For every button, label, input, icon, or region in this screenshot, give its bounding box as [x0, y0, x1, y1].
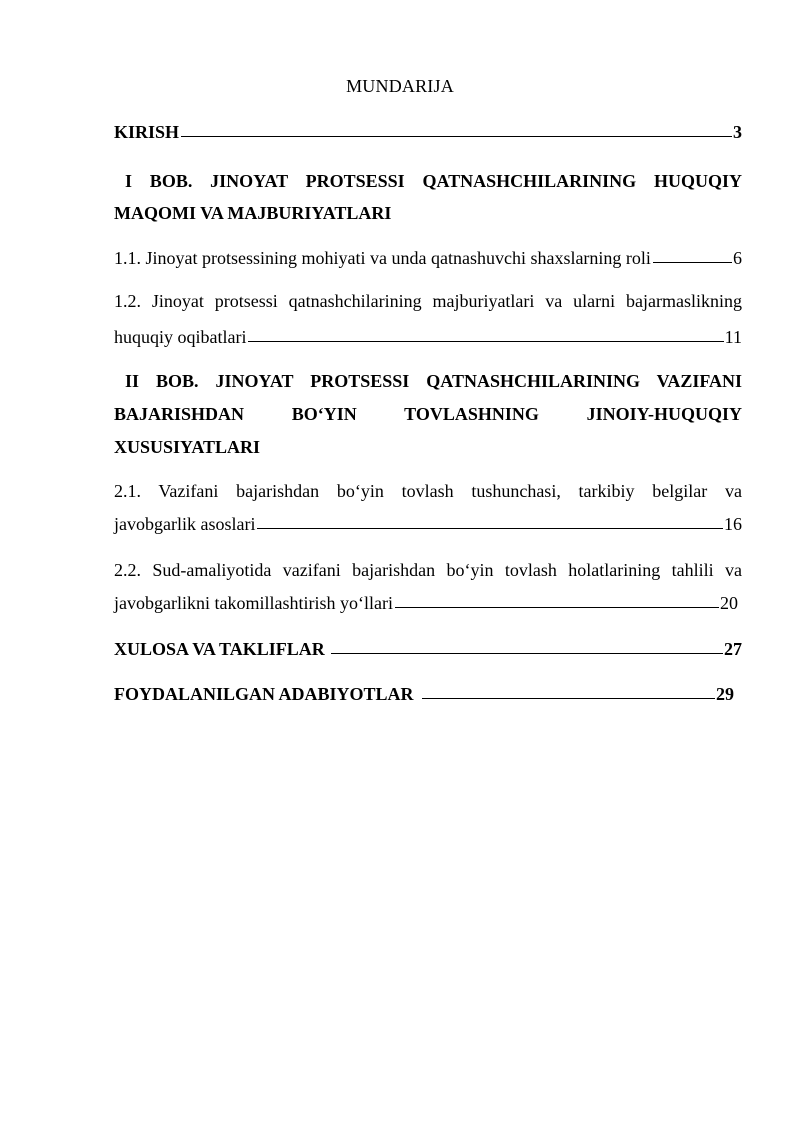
- chapter-heading-2-cont: [114, 397, 742, 431]
- toc-entry-text: 1.2. Jinoyat protsessi qatnashchilarining majburiyatlari va ularni bajarmaslikning: [114, 291, 742, 311]
- chapter-heading-line: MAQOMI VA MAJBURIYATLARI: [114, 203, 392, 223]
- chapter-heading-line: XUSUSIYATLARI: [114, 437, 261, 457]
- toc-entry-label: javobgarlik asoslari: [114, 514, 256, 534]
- toc-page-number: 29: [716, 684, 734, 704]
- leader-line: [248, 341, 723, 342]
- leader-line: [331, 653, 723, 654]
- page-title: MUNDARIJA: [346, 76, 454, 96]
- toc-page-number: 20: [720, 593, 738, 613]
- toc-entry-label: 1.1. Jinoyat protsessining mohiyati va unda qatnashuvchi shaxslarning roli: [114, 248, 651, 268]
- chapter-heading-line: BAJARISHDAN BO‘YIN TOVLASHNING JINOIY-HUQUQIY: [114, 404, 742, 424]
- toc-entry-text: 2.1. Vazifani bajarishdan bo‘yin tovlash tushunchasi, tarkibiy belgilar va: [114, 481, 742, 501]
- chapter-heading-2: [125, 364, 742, 398]
- toc-entry-1-1[interactable]: [114, 243, 742, 269]
- leader-line: [181, 136, 732, 137]
- toc-entry-kirish[interactable]: [114, 117, 742, 143]
- toc-entry-1-2-line: [114, 284, 742, 318]
- toc-entry-label: KIRISH: [114, 122, 180, 142]
- leader-line: [257, 528, 723, 529]
- toc-entry-2-1[interactable]: [114, 509, 742, 535]
- chapter-heading-1-cont: [114, 196, 742, 230]
- toc-entry-text: 2.2. Sud-amaliyotida vazifani bajarishdan bo‘yin tovlash holatlarining tahlili va: [114, 560, 742, 580]
- chapter-heading-line: I BOB. JINOYAT PROTSESSI QATNASHCHILARINING HUQUQIY: [125, 171, 742, 191]
- toc-page-number: 3: [733, 122, 742, 142]
- chapter-heading-2-cont: [114, 430, 742, 464]
- toc-page-number: 16: [724, 514, 742, 534]
- toc-entry-label: javobgarlikni takomillashtirish yo‘llari: [114, 593, 393, 613]
- leader-line: [395, 607, 719, 608]
- toc-entry-2-2[interactable]: [114, 588, 738, 614]
- toc-entry-2-1-line: [114, 474, 742, 508]
- chapter-heading-line: II BOB. JINOYAT PROTSESSI QATNASHCHILARINING VAZIFANI: [125, 371, 742, 391]
- toc-entry-label: huquqiy oqibatlari: [114, 327, 247, 347]
- toc-page-number: 6: [733, 248, 742, 268]
- toc-page-number: 27: [724, 639, 742, 659]
- chapter-heading-1: [125, 164, 742, 198]
- toc-entry-1-2[interactable]: [114, 322, 742, 348]
- toc-entry-adabiyotlar[interactable]: [114, 679, 734, 705]
- toc-entry-2-2-line: [114, 553, 742, 587]
- leader-line: [422, 698, 715, 699]
- toc-page-number: 11: [724, 327, 742, 347]
- toc-entry-label: FOYDALANILGAN ADABIYOTLAR: [114, 684, 414, 704]
- toc-entry-xulosa[interactable]: [114, 634, 742, 660]
- toc-entry-label: XULOSA VA TAKLIFLAR: [114, 639, 325, 659]
- leader-line: [653, 262, 732, 263]
